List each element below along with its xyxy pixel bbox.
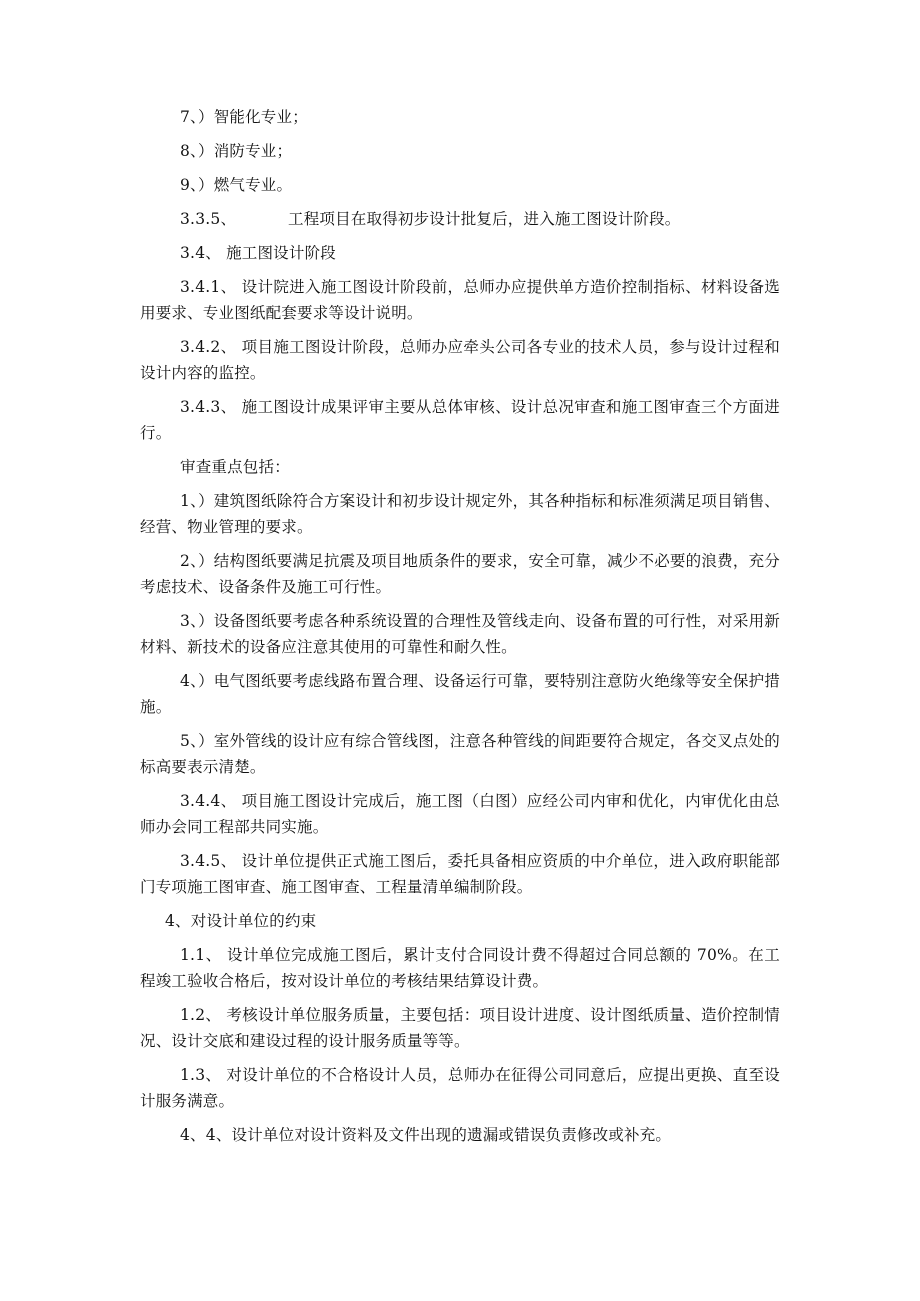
clause-number: 3.3.5、 <box>180 210 237 228</box>
clause-3-4-3: 3.4.3、 施工图设计成果评审主要从总体审核、设计总况审查和施工图审查三个方面进行。 <box>140 398 780 442</box>
review-point-2: 2、）结构图纸要满足抗震及项目地质条件的要求，安全可靠，减少不必要的浪费，充分考虑技术、设备条件及施工可行性。 <box>140 552 780 596</box>
document-body <box>140 104 780 1156</box>
clause-1-3: 1.3、 对设计单位的不合格设计人员，总师办在征得公司同意后，应提出更换、直至设计服务满意。 <box>140 1066 780 1110</box>
list-item-gas: 9、）燃气专业。 <box>180 176 293 194</box>
clause-3-4-1: 3.4.1、 设计院进入施工图设计阶段前，总师办应提供单方造价控制指标、材料设备选用要求、专业图纸配套要求等设计说明。 <box>140 278 780 322</box>
clause-4-4: 4、4、设计单位对设计资料及文件出现的遗漏或错误负责修改或补充。 <box>180 1126 672 1144</box>
clause-1-2: 1.2、 考核设计单位服务质量，主要包括：项目设计进度、设计图纸质量、造价控制情况、设计交底和建设过程的设计服务质量等等。 <box>140 1006 780 1050</box>
clause-3-4-4: 3.4.4、 项目施工图设计完成后，施工图（白图）应经公司内审和优化，内审优化由总师办会同工程部共同实施。 <box>140 792 780 836</box>
clause-text: 工程项目在取得初步设计批复后，进入施工图设计阶段。 <box>288 210 681 228</box>
section-heading-3-4: 3.4、 施工图设计阶段 <box>180 244 336 262</box>
review-point-1: 1、）建筑图纸除符合方案设计和初步设计规定外，其各种指标和标准须满足项目销售、经营、物业管理的要求。 <box>140 492 780 536</box>
review-point-4: 4、）电气图纸要考虑线路布置合理、设备运行可靠，要特别注意防火绝缘等安全保护措施。 <box>140 672 780 716</box>
list-item-intelligent: 7、）智能化专业； <box>180 108 308 126</box>
section-heading-4: 4、对设计单位的约束 <box>165 912 317 930</box>
clause-3-4-2: 3.4.2、 项目施工图设计阶段，总师办应牵头公司各专业的技术人员，参与设计过程和设计内容的监控。 <box>140 338 780 382</box>
review-point-5: 5、）室外管线的设计应有综合管线图，注意各种管线的间距要符合规定，各交叉点处的标高要表示清楚。 <box>140 732 780 776</box>
review-points-heading: 审查重点包括： <box>180 458 290 476</box>
review-point-3: 3、）设备图纸要考虑各种系统设置的合理性及管线走向、设备布置的可行性，对采用新材料、新技术的设备应注意其使用的可靠性和耐久性。 <box>140 612 780 656</box>
clause-3-4-5: 3.4.5、 设计单位提供正式施工图后，委托具备相应资质的中介单位，进入政府职能部门专项施工图审查、施工图审查、工程量清单编制阶段。 <box>140 852 780 896</box>
list-item-fire: 8、）消防专业； <box>180 142 293 160</box>
clause-3-3-5 <box>140 206 780 232</box>
clause-1-1: 1.1、 设计单位完成施工图后，累计支付合同设计费不得超过合同总额的 70%。在工程竣工验收合格后，按对设计单位的考核结果结算设计费。 <box>140 946 780 990</box>
